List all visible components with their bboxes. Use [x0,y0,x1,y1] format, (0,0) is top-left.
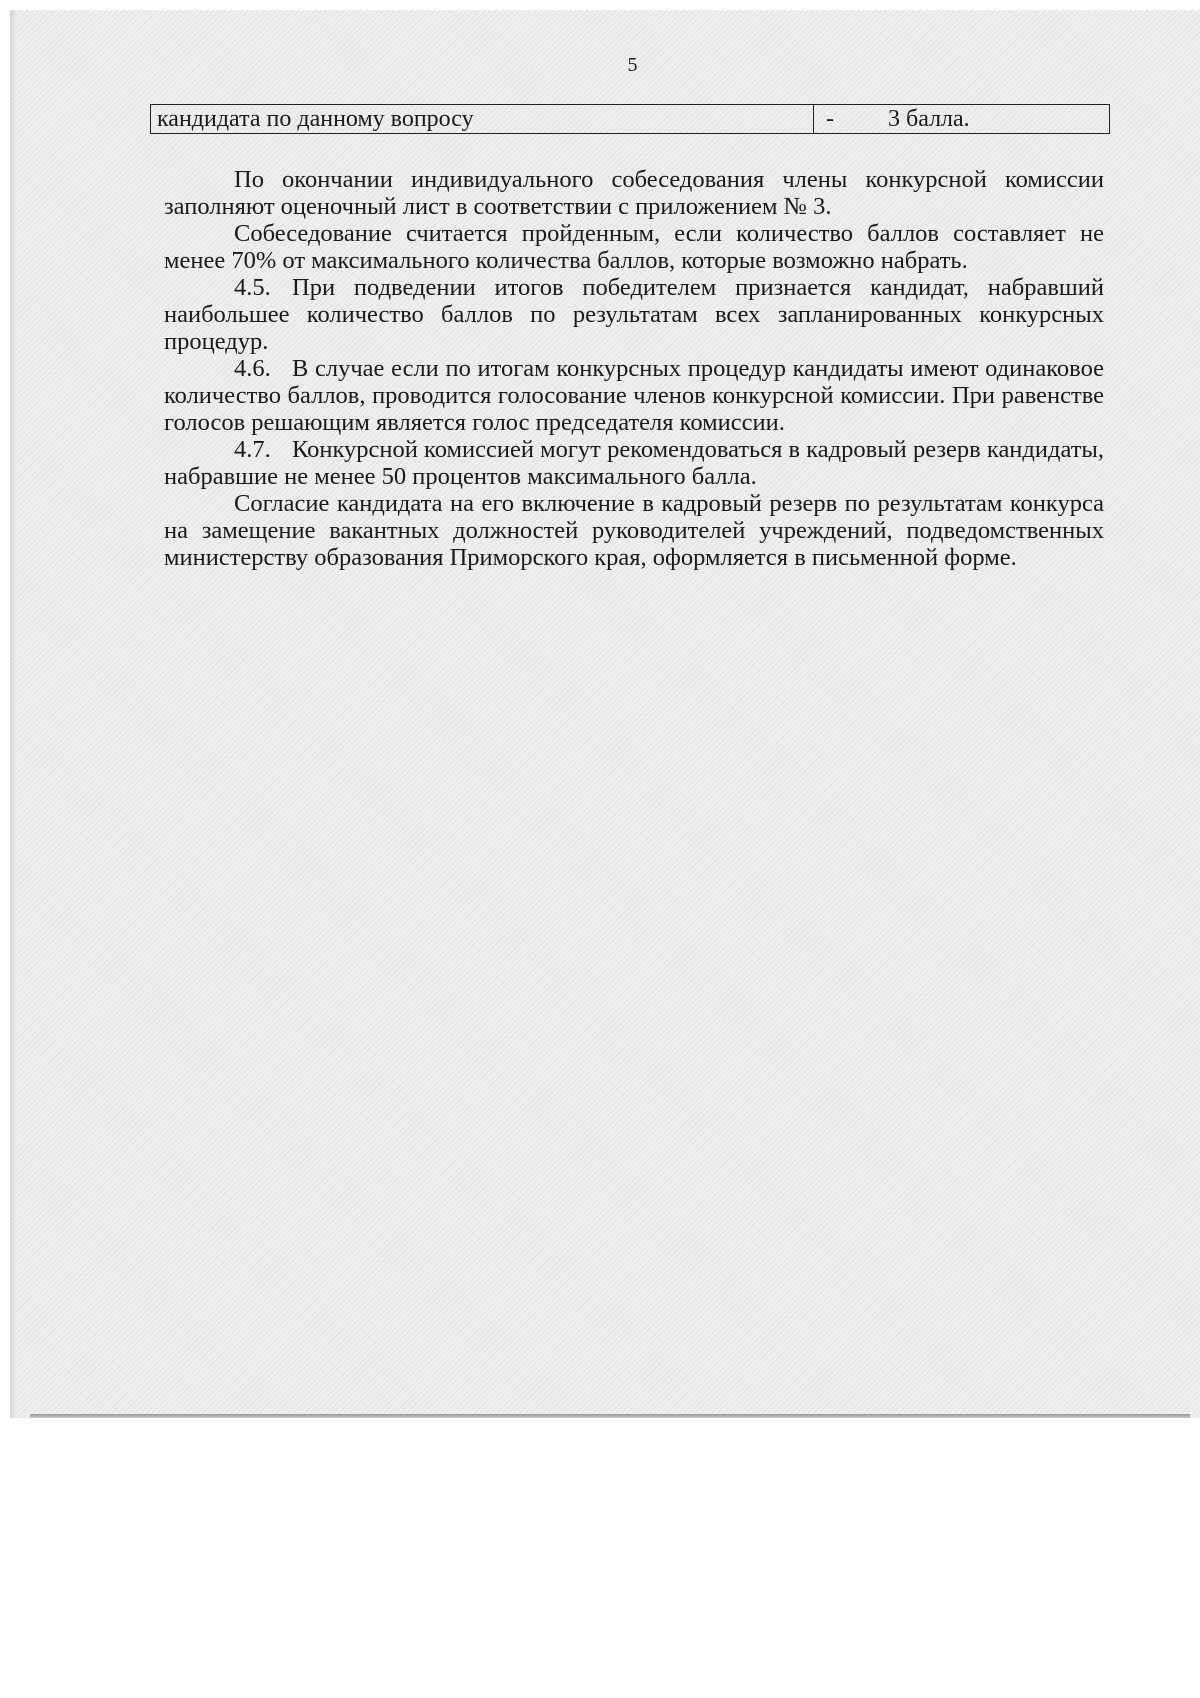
paragraph-text: Конкурсной комиссией могут рекомендоваться в кадровый резерв кандидаты, набравшие не менее 50 процентов максимального балла. [164,436,1104,490]
paragraph-text: Согласие кандидата на его включение в кадровый резерв по результатам конкурса на замещение вакантных должностей руководителей учреждений, подведомственных министерству образования Приморского края, оформляется в письменной форме. [164,490,1104,571]
paragraph-consent [164,490,1104,571]
page-bottom-edge [30,1414,1190,1418]
paragraph-text: Собеседование считается пройденным, если количество баллов составляет не менее 70% от максимального количества баллов, которые возможно набрать. [164,220,1104,274]
clause-4-5 [164,274,1104,355]
clause-4-6 [164,355,1104,436]
paragraph-interview-passed [164,220,1104,274]
score-value: 3 балла. [888,106,970,132]
score-cell [814,105,1110,134]
document-body [164,166,1104,571]
clause-number: 4.5. [234,274,271,301]
clause-number: 4.7. [234,436,271,463]
dash-mark: - [826,106,834,132]
clause-number: 4.6. [234,355,271,382]
paragraph-text: По окончании индивидуального собеседования члены конкурсной комиссии заполняют оценочный лист в соответствии с приложением № 3. [164,166,1104,220]
score-table [150,104,1110,134]
clause-4-7 [164,436,1104,490]
paragraph-interview-end [164,166,1104,220]
criterion-cell: кандидата по данному вопросу [151,105,814,134]
table-row [151,105,1110,134]
page-number: 5 [627,54,638,76]
paragraph-text: В случае если по итогам конкурсных процедур кандидаты имеют одинаковое количество баллов, проводится голосование членов конкурсной комиссии. При равенстве голосов решающим является голос председателя комиссии. [164,355,1104,436]
page-left-shadow [10,10,16,1418]
paragraph-text: При подведении итогов победителем признается кандидат, набравший наибольшее количество баллов по результатам всех запланированных конкурсных процедур. [164,274,1104,355]
